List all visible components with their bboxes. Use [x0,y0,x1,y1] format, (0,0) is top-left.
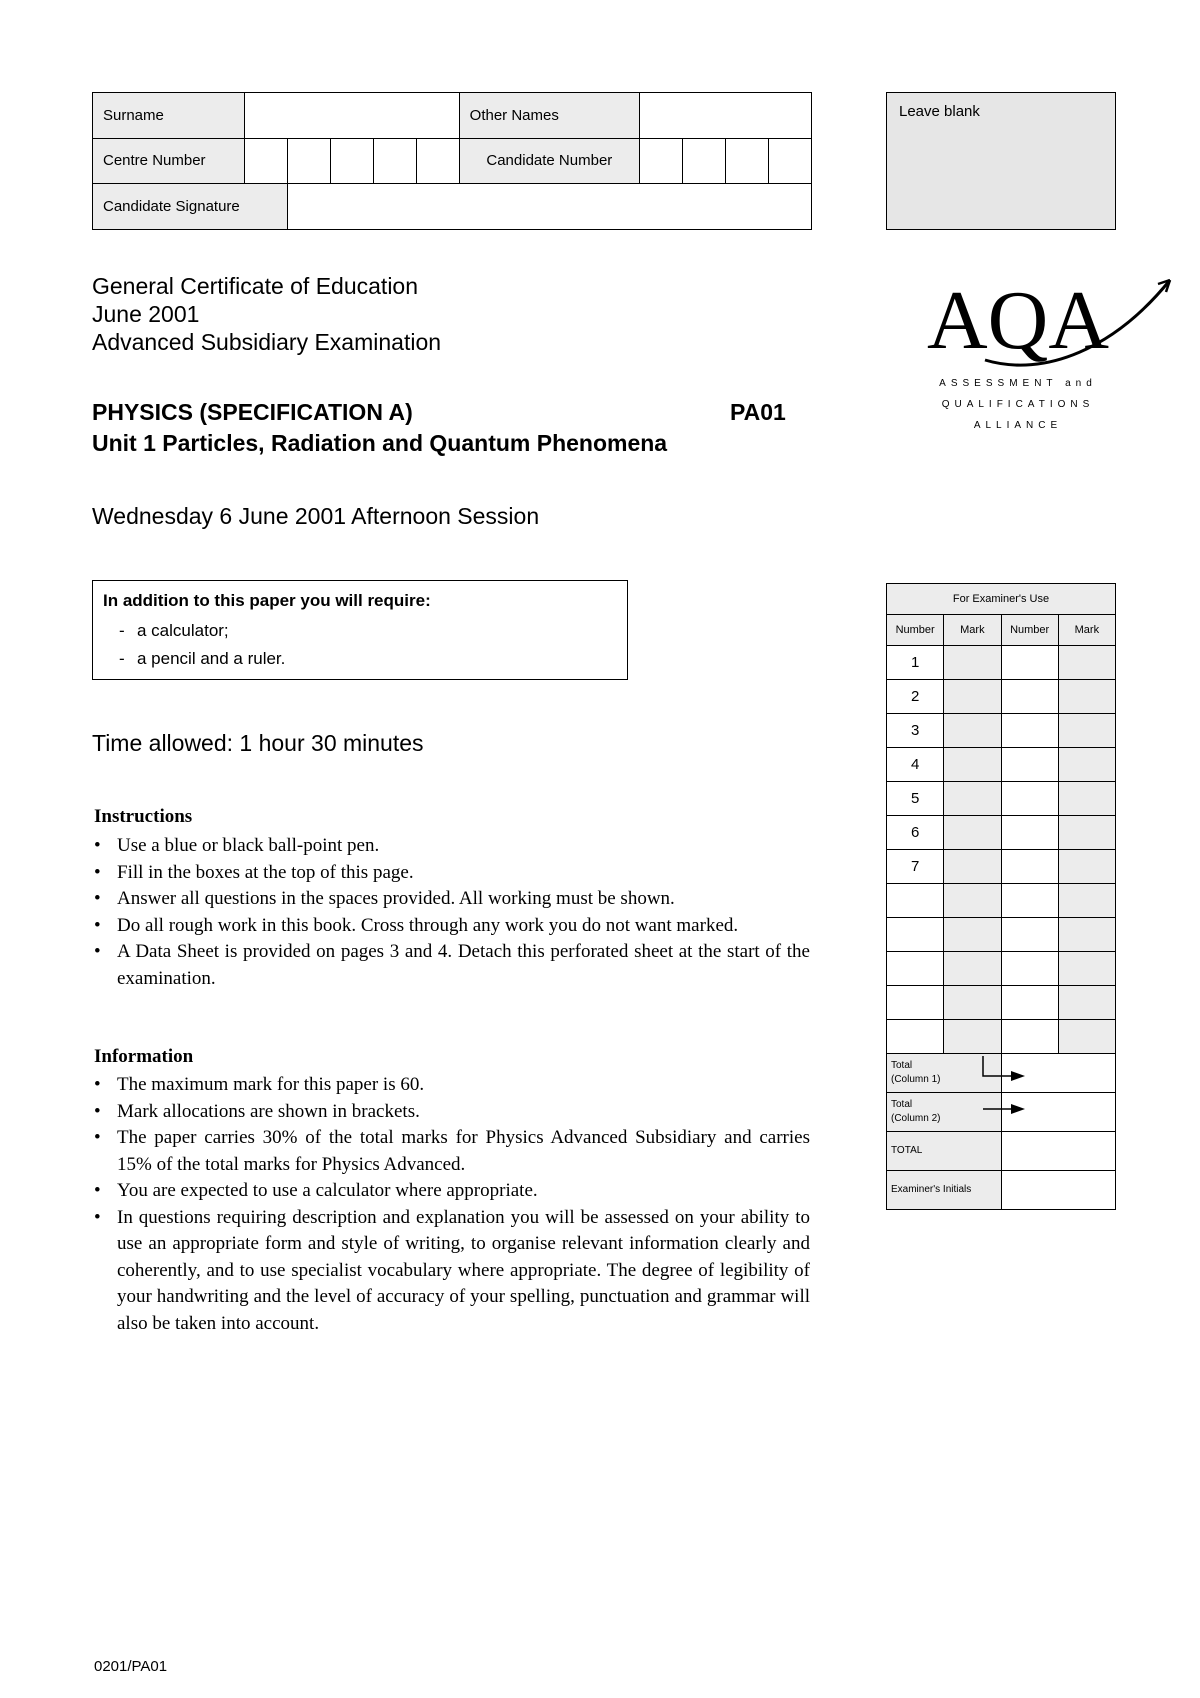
surname-label: Surname [93,93,245,139]
requirement-item: - a pencil and a ruler. [103,645,617,673]
number-cell[interactable] [1001,680,1058,714]
mark-cell[interactable] [944,816,1001,850]
candidate-signature-field[interactable] [287,184,811,230]
table-row [887,680,1116,714]
bullet-icon: • [94,941,101,962]
leave-blank-box [886,92,1116,230]
surname-field[interactable] [244,93,459,139]
number-cell[interactable] [887,884,944,918]
table-row [887,884,1116,918]
aqa-logo-mark [925,268,1175,368]
information-item: • In questions requiring description and explanation you will be assessed on your ability to use an appropriate form and style of writing, to organise relevant information clearly and coherently, and to use specialist vocabulary where appropriate. The degree of legibility of your handwriting and the level of accuracy of your spelling, punctuation and grammar will also be taken into account. [94,1206,810,1334]
mark-cell[interactable] [944,1020,1001,1054]
session-line: Wednesday 6 June 2001 Afternoon Session [92,503,540,529]
candidate-number-box[interactable] [683,138,726,184]
logo-tagline-3: ALLIANCE [973,420,1063,431]
mark-cell[interactable] [1058,646,1115,680]
mark-cell[interactable] [1058,952,1115,986]
col-number2-header: Number [1001,615,1058,646]
mark-cell[interactable] [1058,850,1115,884]
mark-cell[interactable] [1058,884,1115,918]
subject-title: PHYSICS (SPECIFICATION A) [92,399,413,425]
mark-cell[interactable] [944,952,1001,986]
mark-cell[interactable] [1058,918,1115,952]
centre-number-box[interactable] [373,138,416,184]
question-number: 1 [887,646,944,680]
mark-cell[interactable] [944,782,1001,816]
table-row [887,1020,1116,1054]
table-row [887,646,1116,680]
information-item: • Mark allocations are shown in brackets. [94,1099,810,1126]
table-row [887,952,1116,986]
bullet-icon: • [94,1127,101,1148]
exam-date: June 2001 [92,301,200,327]
col-number-header: Number [887,615,944,646]
mark-cell[interactable] [944,918,1001,952]
mark-cell[interactable] [944,680,1001,714]
total-column2-label-line2: (Column 2) [891,1113,941,1124]
centre-number-box[interactable] [244,138,287,184]
col-mark-header: Mark [944,615,1001,646]
other-names-field[interactable] [640,93,812,139]
table-row [887,986,1116,1020]
number-cell[interactable] [1001,952,1058,986]
paper-reference-code: 0201/PA01 [94,1658,168,1675]
mark-cell[interactable] [1058,782,1115,816]
information-item: • The maximum mark for this paper is 60. [94,1072,810,1099]
leave-blank-label: Leave blank [899,103,980,120]
table-row [887,918,1116,952]
instructions-list [94,833,810,992]
number-cell[interactable] [887,1020,944,1054]
number-cell[interactable] [1001,986,1058,1020]
instruction-item: • Answer all questions in the spaces provided. All working must be shown. [94,886,810,913]
information-item: • You are expected to use a calculator where appropriate. [94,1178,810,1205]
number-cell[interactable] [1001,714,1058,748]
total-column1-label-line1: Total [891,1060,913,1071]
bullet-icon: • [94,1074,101,1095]
mark-cell[interactable] [944,850,1001,884]
examiner-initials-label: Examiner's Initials [887,1171,1002,1210]
total-column2-label-line1: Total [891,1099,913,1110]
centre-number-box[interactable] [287,138,330,184]
centre-number-label: Centre Number [93,138,245,184]
exam-level: Advanced Subsidiary Examination [92,329,442,355]
bullet-icon: - [119,649,125,668]
mark-cell[interactable] [944,748,1001,782]
bullet-icon: - [119,621,125,640]
bullet-icon: • [94,1100,101,1122]
instructions-title: Instructions [94,806,193,827]
table-row [887,748,1116,782]
instruction-item: • Do all rough work in this book. Cross through any work you do not want marked. [94,913,810,940]
question-number: 4 [887,748,944,782]
total-column1-label-line2: (Column 1) [891,1074,941,1085]
information-list [94,1072,810,1337]
number-cell[interactable] [1001,816,1058,850]
number-cell[interactable] [1001,918,1058,952]
number-cell[interactable] [1001,782,1058,816]
number-cell[interactable] [1001,884,1058,918]
arrow-right-icon [981,1099,1031,1119]
mark-cell[interactable] [944,714,1001,748]
question-number: 3 [887,714,944,748]
bullet-icon: • [94,1206,101,1228]
requirements-box [92,580,628,680]
mark-cell[interactable] [1058,748,1115,782]
unit-title: Unit 1 Particles, Radiation and Quantum Phenomena [92,430,668,456]
number-cell[interactable] [1001,1020,1058,1054]
requirement-item: - a calculator; [103,617,617,645]
aqa-logo [925,268,1175,431]
table-row [887,782,1116,816]
bullet-icon: • [94,861,101,883]
candidate-signature-label: Candidate Signature [93,184,288,230]
mark-cell[interactable] [1058,680,1115,714]
table-row [887,714,1116,748]
instruction-item: • A Data Sheet is provided on pages 3 and 4. Detach this perforated sheet at the start of the examination. [94,941,810,989]
candidate-details-table [92,92,812,230]
instruction-item: • Use a blue or black ball-point pen. [94,833,810,860]
information-item: • The paper carries 30% of the total marks for Physics Advanced Subsidiary and carries 15% of the total marks for Physics Advanced. [94,1127,810,1175]
table-row [887,816,1116,850]
candidate-number-box[interactable] [640,138,683,184]
mark-cell[interactable] [944,646,1001,680]
examiners-use-title: For Examiner's Use [887,584,1116,615]
number-cell[interactable] [887,918,944,952]
time-allowed: Time allowed: 1 hour 30 minutes [92,730,424,756]
candidate-number-label: Candidate Number [459,138,639,184]
mark-cell[interactable] [1058,714,1115,748]
table-row [887,850,1116,884]
qualification-title: General Certificate of Education [92,273,419,299]
question-number: 5 [887,782,944,816]
col-mark2-header: Mark [1058,615,1115,646]
total-column1-label [887,1054,1002,1093]
centre-number-box[interactable] [330,138,373,184]
mark-cell[interactable] [944,986,1001,1020]
total-label: TOTAL [887,1132,1002,1171]
number-cell[interactable] [887,952,944,986]
bullet-icon: • [94,835,101,856]
bullet-icon: • [94,914,101,936]
candidate-number-box[interactable] [769,138,812,184]
arrow-right-icon [981,1056,1031,1086]
number-cell[interactable] [1001,850,1058,884]
requirements-title: In addition to this paper you will require: [103,591,431,610]
mark-cell[interactable] [1058,986,1115,1020]
number-cell[interactable] [1001,646,1058,680]
other-names-label: Other Names [459,93,639,139]
information-title: Information [94,1046,194,1067]
number-cell[interactable] [887,986,944,1020]
paper-code: PA01 [730,399,786,425]
total-column2-label [887,1093,1002,1132]
examiner-initials-cell[interactable] [1001,1171,1116,1210]
bullet-icon: • [94,1180,101,1201]
question-number: 2 [887,680,944,714]
instruction-item: • Fill in the boxes at the top of this page. [94,860,810,887]
bullet-icon: • [94,888,101,909]
aqa-logo-letters: AQA [927,274,1109,367]
examiners-use-table [886,583,1116,1210]
mark-cell[interactable] [944,884,1001,918]
candidate-number-box[interactable] [726,138,769,184]
centre-number-box[interactable] [416,138,459,184]
question-number: 6 [887,816,944,850]
total-cell[interactable] [1001,1132,1116,1171]
number-cell[interactable] [1001,748,1058,782]
mark-cell[interactable] [1058,816,1115,850]
mark-cell[interactable] [1058,1020,1115,1054]
logo-tagline-1: ASSESSMENT and [939,378,1097,389]
logo-tagline-2: QUALIFICATIONS [941,399,1095,410]
question-number: 7 [887,850,944,884]
